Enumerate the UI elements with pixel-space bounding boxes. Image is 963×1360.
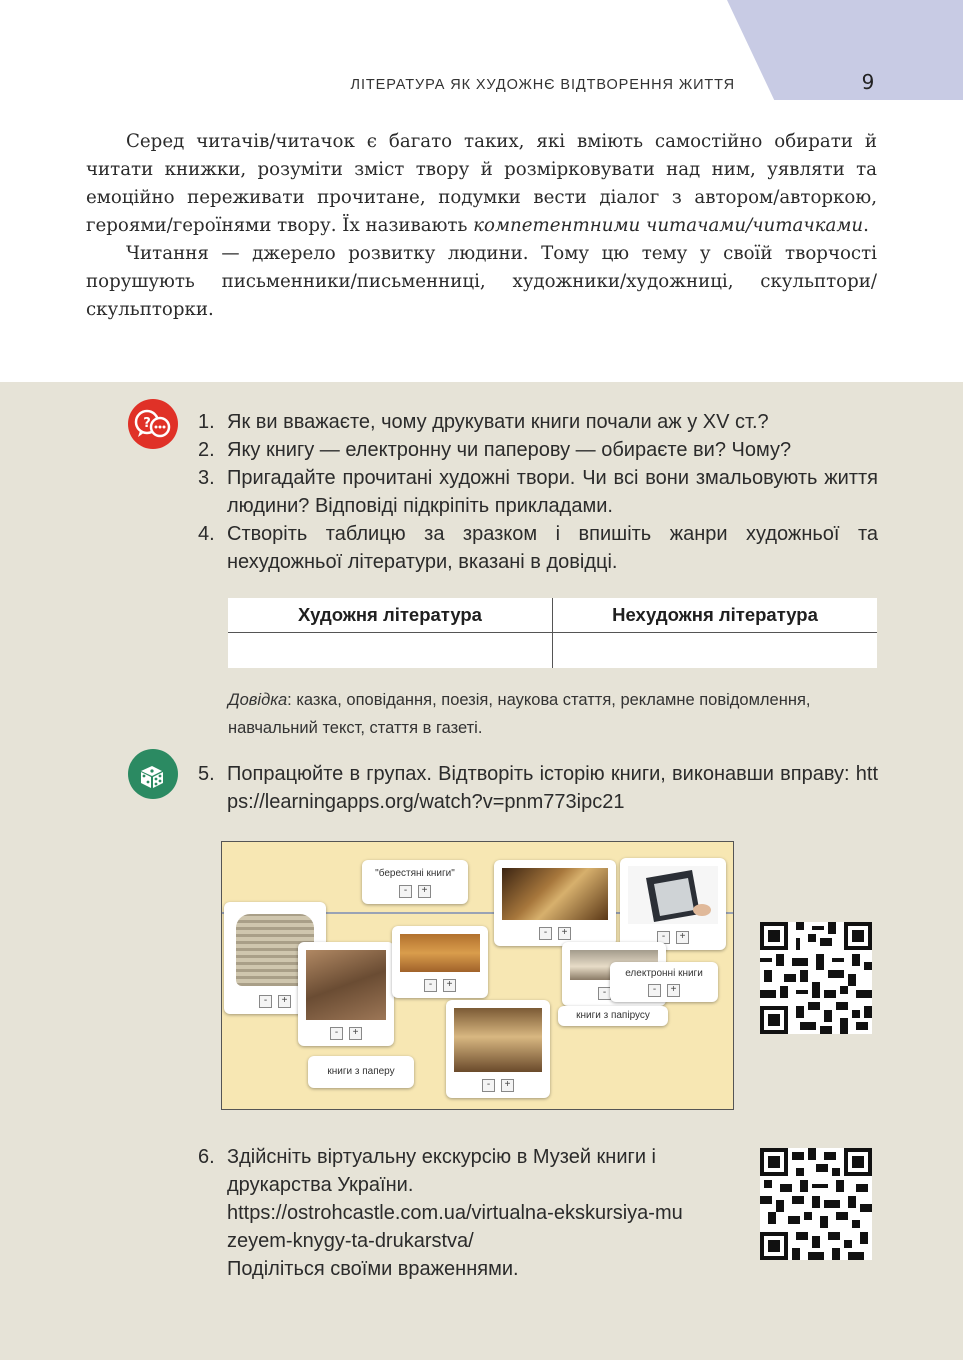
task-list-2 — [198, 760, 878, 816]
genre-table — [228, 598, 877, 668]
card-electronic-books: електронні книги - + — [610, 962, 718, 1002]
svg-text:?: ? — [143, 416, 151, 431]
dice-icon — [128, 749, 178, 799]
qr-code-learningapps[interactable] — [760, 922, 872, 1034]
table-cell-fiction — [228, 633, 553, 669]
card-scroll-photo: - + — [446, 1000, 550, 1098]
table-header-fiction: Художня література — [228, 598, 553, 633]
task-list-1 — [198, 408, 878, 576]
card-wood-tablet: - + — [298, 942, 394, 1046]
task-list-3 — [198, 1143, 738, 1283]
running-title: ЛІТЕРАТУРА ЯК ХУДОЖНЄ ВІДТВОРЕННЯ ЖИТТЯ — [350, 77, 735, 93]
learningapps-screenshot — [221, 841, 734, 1110]
task-2: 2. Яку книгу — електронну чи паперову — обираєте ви? Чому? — [198, 439, 792, 461]
card-clay-tablet: - + — [224, 902, 326, 1014]
task-6-line-3: Поділіться своїми враженнями. — [227, 1258, 519, 1280]
qr-code-museum[interactable] — [760, 1148, 872, 1260]
card-paper-books: книги з паперу — [308, 1056, 414, 1088]
card-birch-bark-books: "берестяні книги" - + — [362, 860, 468, 904]
term-competent-readers: компетентними читачами/читачками — [473, 215, 864, 236]
task-4: 4. Створіть таблицю за зразком і впишіть жанри художньої та нехудожньої літератури, вказані в довідці. — [198, 523, 878, 573]
card-manuscript: - + — [494, 860, 616, 946]
task-5: 5. Попрацюйте в групах. Відтворіть історію книги, виконавши вправу: https://learningapps.org/watch?v=pnm773ipc21 — [198, 763, 878, 813]
table-header-nonfiction: Нехудожня література — [553, 598, 878, 633]
table-cell-nonfiction — [553, 633, 878, 669]
question-bubbles-icon — [128, 399, 178, 449]
task-6-line-1: Здійсніть віртуальну екскурсію в Музей книги і друкарства України. — [227, 1146, 656, 1196]
task-3: 3. Пригадайте прочитані художні твори. Чи всі вони змальовують життя людини? Відповіді підкріпіть прикладами. — [198, 467, 878, 517]
card-old-book-photo: - — [562, 942, 666, 1006]
page-number: 9 — [861, 70, 875, 94]
intro-paragraph-1: Серед читачів/читачок є багато таких, які вміють самостійно обирати й читати книжки, розуміти зміст твору й розмірковувати над ним, уявляти та емоційно переживати прочитане, подумки вести діалог з автором/авторкою, героями/героїнями твору. Їх називають компетентними читачами/читачками. — [86, 131, 877, 236]
card-papyrus-books: книги з папірусу — [558, 1006, 668, 1026]
card-ereader-photo: - + — [620, 858, 726, 950]
intro-paragraph-2: Читання — джерело розвитку людини. Тому цю тему у своїй творчості порушують письменники/письменниці, художники/художниці, скульптори/скульпторки. — [86, 243, 877, 320]
intro-text — [86, 128, 877, 324]
card-birch-bark-photo: - + — [392, 926, 488, 998]
reference-hint: Довідка: казка, оповідання, поезія, наукова стаття, рекламне повідомлення, навчальний текст, стаття в газеті. — [228, 691, 811, 737]
museum-link[interactable]: https://ostrohcastle.com.ua/virtualna-ekskursiya-muzeyem-knygy-ta-drukarstva/ — [227, 1202, 683, 1252]
header-corner-decoration — [727, 0, 963, 100]
task-6: 6. Здійсніть віртуальну екскурсію в Музей книги і друкарства України. https://ostrohcastle.com.ua/virtualna-ekskursiya-muzeyem-knygy-ta-drukarstva/ Поділіться своїми враженнями. — [198, 1143, 738, 1283]
task-1: 1. Як ви вважаєте, чому друкувати книги почали аж у XV ст.? — [198, 411, 769, 433]
